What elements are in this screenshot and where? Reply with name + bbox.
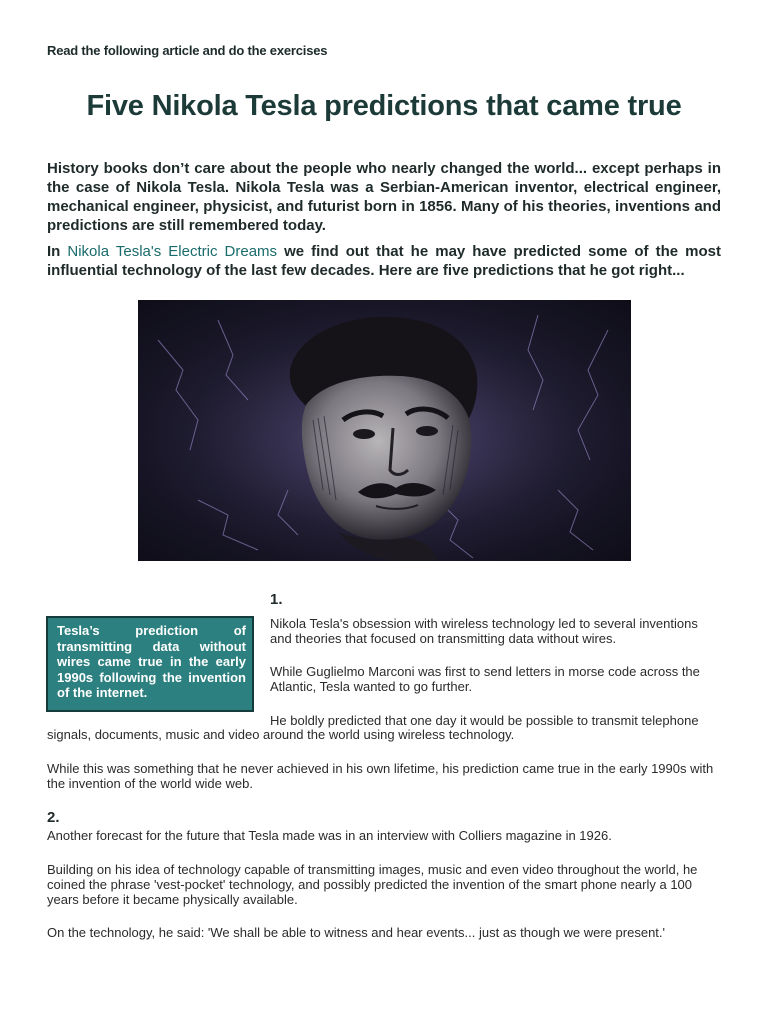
section-2-paragraph-3: On the technology, he said: 'We shall be able to witness and hear events... just as though we were present.' <box>47 925 666 940</box>
section-1-number: 1. <box>270 591 283 608</box>
section-1-paragraph-3-line-1: He boldly predicted that one day it would be possible to transmit telephone <box>270 713 699 728</box>
article-title: Five Nikola Tesla predictions that came true <box>86 90 682 122</box>
section-1-paragraph-4: While this was something that he never achieved in his own lifetime, his prediction came true in the early 1990s with the invention of the world wide web. <box>47 761 714 791</box>
section-2-paragraph-2: Building on his idea of technology capable of transmitting images, music and even video throughout the world, he coined the phrase 'vest-pocket' technology, and possibly predicted the invention of the smart phone nearly a 100 years before it became physically available. <box>47 862 698 907</box>
instructions-text: Read the following article and do the exercises <box>47 43 328 58</box>
section-1-paragraph-2: While Guglielmo Marconi was first to send letters in morse code across the Atlantic, Tesla wanted to go further. <box>270 664 700 694</box>
section-2-number: 2. <box>47 809 60 826</box>
intro-prefix: In <box>47 243 68 260</box>
electric-dreams-link[interactable]: Nikola Tesla's Electric Dreams <box>67 243 278 260</box>
intro-paragraph-2-text: we find out that he may have predicted some of the most influential technology of the last few decades. Here are five predictions that he got right... <box>47 243 721 279</box>
tesla-portrait-image <box>138 300 631 561</box>
callout-box: Tesla’s prediction of transmitting data without wires came true in the early 1990s following the invention of the internet. <box>46 616 254 712</box>
intro-paragraph-2 <box>47 242 721 280</box>
section-1-paragraph-3-line-2: signals, documents, music and video around the world using wireless technology. <box>47 727 515 742</box>
intro-block <box>47 159 721 280</box>
intro-paragraph-1: History books don’t care about the people who nearly changed the world... except perhaps in the case of Nikola Tesla. Nikola Tesla was a Serbian-American inventor, electrical engineer, mechanical engineer, physicist, and futurist born in 1856. Many of his theories, inventions and predictions are still remembered today. <box>47 160 721 234</box>
section-1-paragraph-1: Nikola Tesla's obsession with wireless technology led to several inventions and theories that focused on transmitting data without wires. <box>270 616 698 646</box>
section-2-paragraph-1: Another forecast for the future that Tesla made was in an interview with Colliers magazine in 1926. <box>47 828 612 843</box>
tesla-portrait-illustration <box>138 300 631 561</box>
